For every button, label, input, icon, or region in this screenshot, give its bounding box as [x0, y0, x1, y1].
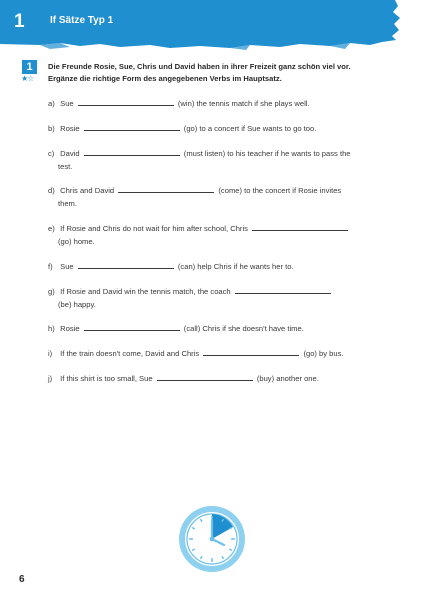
answer-blank[interactable] — [252, 222, 348, 231]
exercise-text-after: (must listen) to his teacher if he wants to pass the — [183, 149, 351, 158]
exercise-label: e) — [48, 224, 55, 233]
exercise-text-after: (come) to the concert if Rosie invites — [218, 186, 342, 195]
brush-stroke-banner — [0, 0, 425, 60]
exercise-label: j) — [48, 374, 53, 383]
exercise-text-before: Chris and David — [60, 186, 115, 195]
exercise-text-before: If this shirt is too small, Sue — [60, 374, 153, 383]
exercise-item — [48, 347, 383, 361]
exercise-continuation: (go) home. — [58, 236, 95, 246]
answer-blank[interactable] — [235, 285, 331, 294]
page-number: 6 — [19, 574, 25, 585]
chapter-header-band — [0, 0, 425, 60]
exercise-text-after: (win) the tennis match if she plays well. — [177, 99, 310, 108]
answer-blank[interactable] — [78, 260, 174, 269]
exercise-text-after: (go) to a concert if Sue wants to go too. — [183, 124, 317, 133]
exercise-text-before: Rosie — [60, 124, 80, 133]
exercise-text-after: (call) Chris if she doesn't have time. — [183, 324, 304, 333]
exercise-label: i) — [48, 349, 53, 358]
instruction-line: Die Freunde Rosie, Sue, Chris und David haben in ihrer Freizeit ganz schön viel vor. — [48, 62, 351, 71]
exercise-text-after: (buy) another one. — [256, 374, 319, 383]
answer-blank[interactable] — [84, 147, 180, 156]
exercise-item — [48, 322, 383, 336]
answer-blank[interactable] — [157, 372, 253, 381]
exercise-item — [48, 147, 383, 173]
task-instructions — [48, 61, 388, 85]
answer-blank[interactable] — [78, 97, 174, 106]
exercise-text-before: Rosie — [60, 324, 80, 333]
exercise-label: g) — [48, 287, 55, 296]
answer-blank[interactable] — [118, 184, 214, 193]
exercise-text-after: (go) by bus. — [303, 349, 344, 358]
exercise-text-before: If the train doesn't come, David and Chris — [60, 349, 200, 358]
exercise-label: f) — [48, 262, 53, 271]
clock-icon — [178, 505, 246, 573]
answer-blank[interactable] — [84, 122, 180, 131]
chapter-title: If Sätze Typ 1 — [50, 15, 114, 26]
chapter-number: 1 — [14, 11, 25, 32]
exercise-text-after: (can) help Chris if he wants her to. — [177, 262, 294, 271]
exercise-item — [48, 222, 383, 248]
exercise-continuation: them. — [58, 198, 77, 208]
exercise-text-before: If Rosie and David win the tennis match, the coach — [60, 287, 231, 296]
answer-blank[interactable] — [84, 322, 180, 331]
task-number-badge: 1 — [22, 60, 37, 74]
exercise-label: a) — [48, 99, 55, 108]
exercise-item — [48, 260, 383, 274]
exercise-item — [48, 122, 383, 136]
exercise-label: h) — [48, 324, 55, 333]
answer-blank[interactable] — [203, 347, 299, 356]
exercise-item — [48, 184, 383, 210]
exercise-label: c) — [48, 149, 55, 158]
exercise-item — [48, 285, 383, 311]
exercise-text-before: If Rosie and Chris do not wait for him after school, Chris — [60, 224, 248, 233]
exercise-continuation: (be) happy. — [58, 299, 96, 309]
exercise-text-before: Sue — [60, 99, 74, 108]
exercise-item — [48, 97, 383, 111]
instruction-line: Ergänze die richtige Form des angegebenen Verbs im Hauptsatz. — [48, 74, 282, 83]
exercise-text-before: Sue — [60, 262, 74, 271]
exercise-continuation: test. — [58, 161, 73, 171]
exercise-item — [48, 372, 383, 386]
exercise-label: b) — [48, 124, 55, 133]
exercise-text-before: David — [60, 149, 80, 158]
exercise-label: d) — [48, 186, 55, 195]
difficulty-stars-icon: ★☆ — [21, 74, 34, 83]
